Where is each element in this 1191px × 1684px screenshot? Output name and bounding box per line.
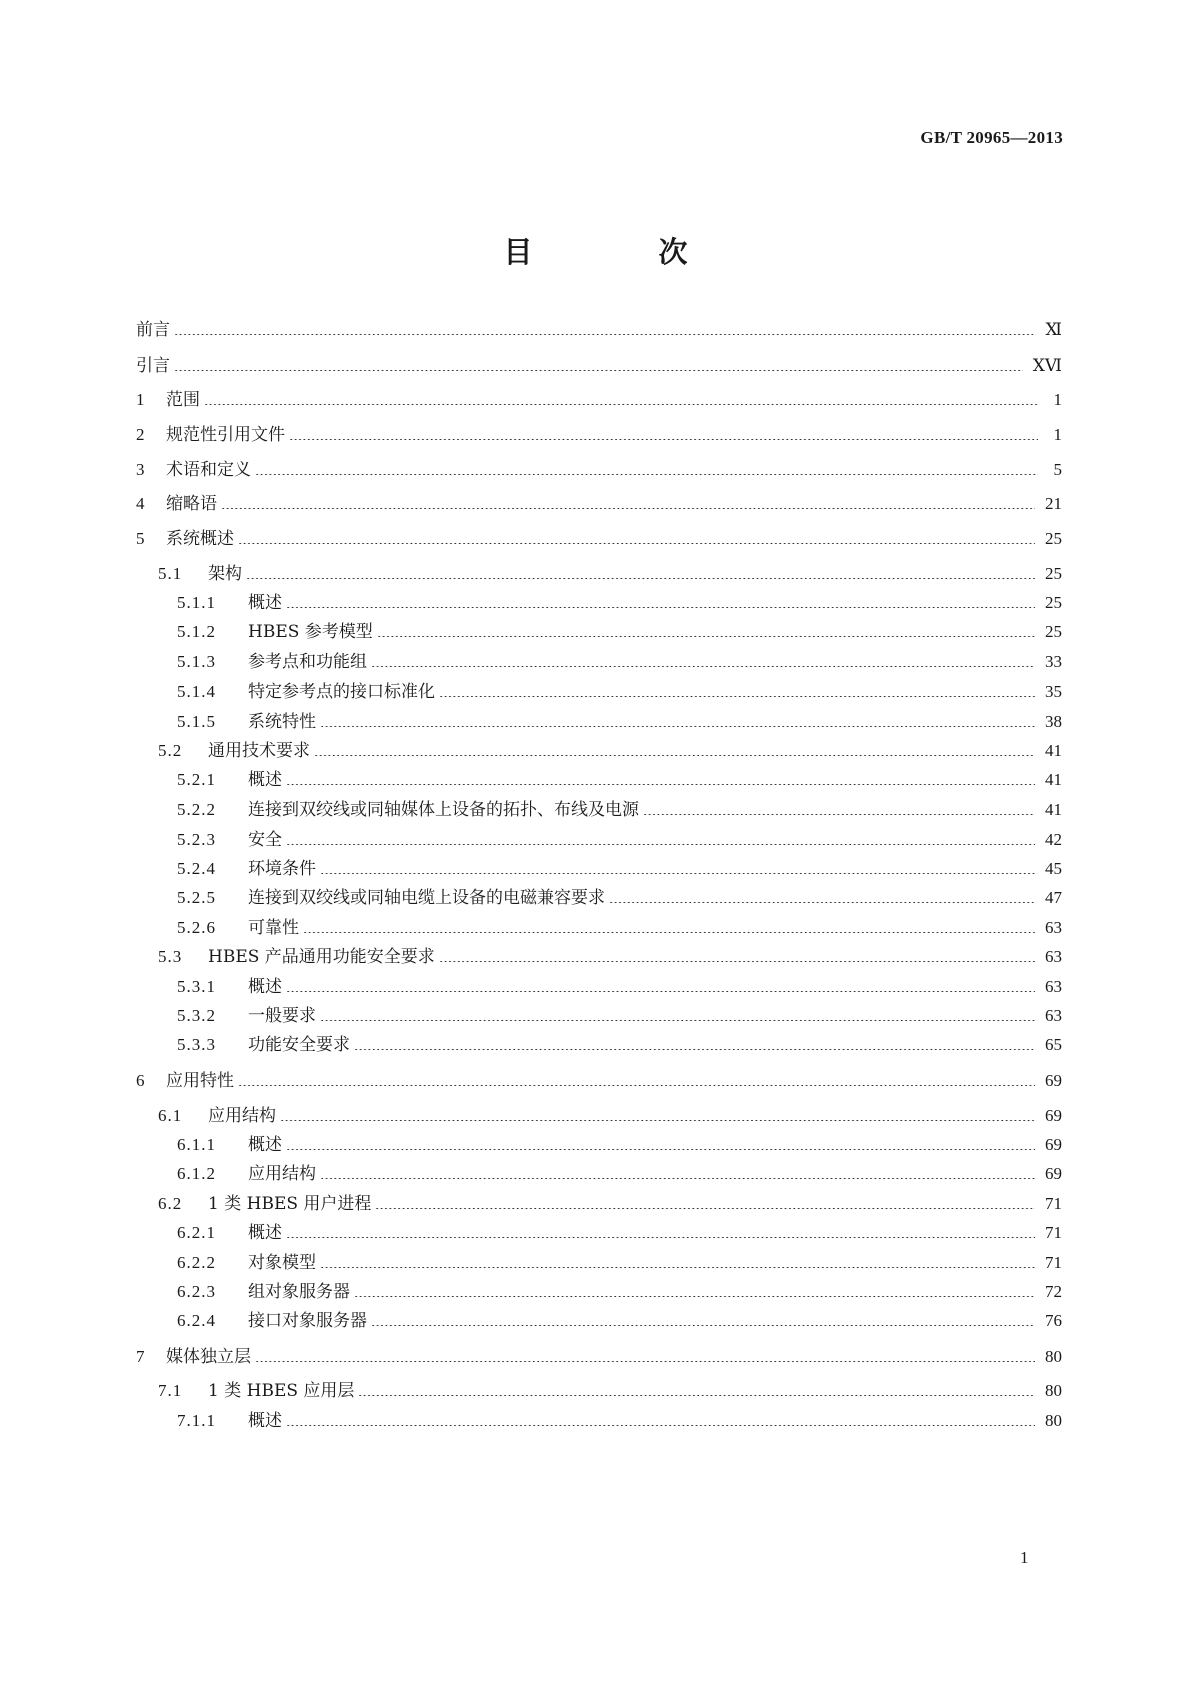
toc-entry-page: 47 bbox=[1045, 888, 1062, 907]
toc-entry-number: 6.1.1 bbox=[177, 1135, 216, 1154]
toc-entry-number: 6.1.2 bbox=[177, 1164, 216, 1183]
toc-entry[interactable] bbox=[136, 1190, 1062, 1214]
page-number: 1 bbox=[1020, 1548, 1029, 1567]
toc-entry[interactable] bbox=[136, 490, 1062, 514]
toc-entry[interactable] bbox=[136, 1002, 1062, 1026]
toc-entry-number: 5.2.5 bbox=[177, 888, 216, 907]
toc-entry-title: 功能安全要求 bbox=[248, 1035, 350, 1055]
toc-entry-title: 术语和定义 bbox=[166, 460, 251, 480]
toc-entry[interactable] bbox=[136, 678, 1062, 702]
dot-leader bbox=[354, 1049, 1035, 1050]
dot-leader bbox=[174, 334, 1036, 335]
toc-entry[interactable] bbox=[136, 352, 1062, 376]
toc-entry-title: 安全 bbox=[248, 830, 282, 850]
dot-leader bbox=[280, 1120, 1035, 1121]
dot-leader bbox=[320, 726, 1035, 727]
toc-entry[interactable] bbox=[136, 1343, 1062, 1367]
toc-entry-page: 1 bbox=[1053, 390, 1062, 409]
standard-code: GB/T 20965—2013 bbox=[920, 128, 1063, 147]
toc-entry-number: 6.1 bbox=[158, 1106, 183, 1125]
dot-leader bbox=[204, 404, 1038, 405]
toc-entry-number: 7.1.1 bbox=[177, 1411, 216, 1430]
toc-entry-page: 41 bbox=[1045, 741, 1062, 760]
toc-entry-title: 架构 bbox=[208, 564, 242, 584]
toc-entry[interactable] bbox=[136, 1031, 1062, 1055]
toc-entry[interactable] bbox=[136, 1377, 1062, 1401]
toc-entry-title: 连接到双绞线或同轴媒体上设备的拓扑、布线及电源 bbox=[248, 800, 639, 820]
toc-entry-title: HBES 参考模型 bbox=[248, 622, 373, 642]
dot-leader bbox=[439, 961, 1035, 962]
toc-entry[interactable] bbox=[136, 1407, 1062, 1431]
toc-entry-number: 6 bbox=[136, 1071, 146, 1090]
toc-entry-title: 缩略语 bbox=[166, 494, 217, 514]
dot-leader bbox=[643, 814, 1035, 815]
toc-entry[interactable] bbox=[136, 421, 1062, 445]
toc-entry-number: 5.3.3 bbox=[177, 1035, 216, 1054]
toc-entry-page: 41 bbox=[1045, 770, 1062, 789]
toc-entry-title: 通用技术要求 bbox=[208, 741, 310, 761]
toc-entry-number: 5.2.6 bbox=[177, 918, 216, 937]
toc-entry[interactable] bbox=[136, 316, 1062, 340]
toc-entry-number: 4 bbox=[136, 494, 146, 513]
dot-leader bbox=[286, 1237, 1035, 1238]
toc-entry-page: Ⅺ bbox=[1045, 320, 1062, 339]
toc-entry-title: 概述 bbox=[248, 1135, 282, 1155]
dot-leader bbox=[286, 607, 1035, 608]
toc-entry-page: 38 bbox=[1045, 712, 1062, 731]
toc-entry-number: 5.2 bbox=[158, 741, 183, 760]
toc-entry-title: 范围 bbox=[166, 390, 200, 410]
toc-entry-number: 3 bbox=[136, 460, 146, 479]
toc-entry-title: 接口对象服务器 bbox=[248, 1311, 367, 1331]
dot-leader bbox=[371, 666, 1035, 667]
dot-leader bbox=[246, 578, 1035, 579]
toc-entry-number: 5.3.2 bbox=[177, 1006, 216, 1025]
toc-entry-page: 25 bbox=[1045, 593, 1062, 612]
toc-entry[interactable] bbox=[136, 1102, 1062, 1126]
dot-leader bbox=[289, 439, 1038, 440]
toc-entry-title: 1 类 HBES 应用层 bbox=[208, 1381, 355, 1401]
toc-entry-title: 应用结构 bbox=[248, 1164, 316, 1184]
toc-entry-title: 引言 bbox=[136, 356, 170, 376]
toc-entry-page: 63 bbox=[1045, 977, 1062, 996]
toc-entry[interactable] bbox=[136, 973, 1062, 997]
toc-entry[interactable] bbox=[136, 708, 1062, 732]
toc-entry-title: 概述 bbox=[248, 977, 282, 997]
dot-leader bbox=[255, 1361, 1035, 1362]
toc-entry[interactable] bbox=[136, 855, 1062, 879]
dot-leader bbox=[314, 755, 1035, 756]
dot-leader bbox=[358, 1395, 1035, 1396]
dot-leader bbox=[320, 1178, 1035, 1179]
toc-entry[interactable] bbox=[136, 737, 1062, 761]
dot-leader bbox=[286, 1149, 1035, 1150]
toc-entry-title: 概述 bbox=[248, 770, 282, 790]
dot-leader bbox=[609, 902, 1035, 903]
toc-entry[interactable] bbox=[136, 1131, 1062, 1155]
toc-entry-title: 媒体独立层 bbox=[166, 1347, 251, 1367]
toc-entry-title: 一般要求 bbox=[248, 1006, 316, 1026]
toc-entry-number: 6.2 bbox=[158, 1194, 183, 1213]
dot-leader bbox=[354, 1296, 1035, 1297]
toc-entry-page: 63 bbox=[1045, 947, 1062, 966]
toc-entry-page: 69 bbox=[1045, 1106, 1062, 1125]
toc-entry[interactable] bbox=[136, 884, 1062, 908]
toc-entry-number: 7.1 bbox=[158, 1381, 183, 1400]
page-title: 目 次 bbox=[503, 235, 746, 269]
dot-leader bbox=[238, 543, 1035, 544]
dot-leader bbox=[255, 474, 1038, 475]
toc-entry-page: 71 bbox=[1045, 1223, 1062, 1242]
toc-entry[interactable] bbox=[136, 1249, 1062, 1273]
toc-entry-page: 5 bbox=[1053, 460, 1062, 479]
toc-entry-page: 41 bbox=[1045, 800, 1062, 819]
toc-entry-number: 6.2.4 bbox=[177, 1311, 216, 1330]
toc-entry-number: 5.1.5 bbox=[177, 712, 216, 731]
toc-entry-page: 80 bbox=[1045, 1381, 1062, 1400]
toc-entry-title: 系统概述 bbox=[166, 529, 234, 549]
dot-leader bbox=[377, 636, 1035, 637]
toc-entry[interactable] bbox=[136, 1219, 1062, 1243]
toc-entry-title: 概述 bbox=[248, 1411, 282, 1431]
toc-entry-page: 76 bbox=[1045, 1311, 1062, 1330]
toc-entry-page: 1 bbox=[1053, 425, 1062, 444]
toc-entry-title: 组对象服务器 bbox=[248, 1282, 350, 1302]
toc-entry[interactable] bbox=[136, 796, 1062, 820]
dot-leader bbox=[174, 370, 1023, 371]
toc-entry-page: 71 bbox=[1045, 1194, 1062, 1213]
toc-entry-number: 5.1.1 bbox=[177, 593, 216, 612]
toc-entry[interactable] bbox=[136, 648, 1062, 672]
toc-entry-number: 5.1 bbox=[158, 564, 183, 583]
toc-entry-number: 7 bbox=[136, 1347, 146, 1366]
toc-entry-page: 72 bbox=[1045, 1282, 1062, 1301]
toc-entry-number: 2 bbox=[136, 425, 146, 444]
toc-entry[interactable] bbox=[136, 589, 1062, 613]
toc-entry-title: 应用结构 bbox=[208, 1106, 276, 1126]
toc-entry-page: 69 bbox=[1045, 1135, 1062, 1154]
toc-entry-page: 80 bbox=[1045, 1347, 1062, 1366]
toc-entry-page: 33 bbox=[1045, 652, 1062, 671]
toc-entry[interactable] bbox=[136, 1278, 1062, 1302]
toc-entry-title: 概述 bbox=[248, 1223, 282, 1243]
toc-entry-page: 71 bbox=[1045, 1253, 1062, 1272]
dot-leader bbox=[286, 844, 1035, 845]
toc-entry-number: 5.3.1 bbox=[177, 977, 216, 996]
toc-entry[interactable] bbox=[136, 525, 1062, 549]
toc-entry-page: 69 bbox=[1045, 1071, 1062, 1090]
toc-entry-number: 6.2.3 bbox=[177, 1282, 216, 1301]
toc-entry[interactable] bbox=[136, 386, 1062, 410]
toc-entry-title: 系统特性 bbox=[248, 712, 316, 732]
toc-entry-page: 25 bbox=[1045, 622, 1062, 641]
toc-entry[interactable] bbox=[136, 1307, 1062, 1331]
toc-entry-number: 1 bbox=[136, 390, 146, 409]
toc-entry-number: 5.2.4 bbox=[177, 859, 216, 878]
toc-entry-number: 5.3 bbox=[158, 947, 183, 966]
dot-leader bbox=[320, 1020, 1035, 1021]
dot-leader bbox=[303, 932, 1035, 933]
toc-entry-number: 5.1.2 bbox=[177, 622, 216, 641]
toc-entry-page: ⅩⅥ bbox=[1032, 356, 1062, 375]
toc-entry-number: 5.2.1 bbox=[177, 770, 216, 789]
toc-entry-page: 25 bbox=[1045, 529, 1062, 548]
toc-entry-number: 5.2.2 bbox=[177, 800, 216, 819]
toc-entry[interactable] bbox=[136, 766, 1062, 790]
toc-entry-page: 45 bbox=[1045, 859, 1062, 878]
toc-entry-number: 5 bbox=[136, 529, 146, 548]
toc-entry[interactable] bbox=[136, 914, 1062, 938]
toc-entry-number: 6.2.2 bbox=[177, 1253, 216, 1272]
dot-leader bbox=[221, 508, 1035, 509]
toc-entry-title: 可靠性 bbox=[248, 918, 299, 938]
toc-entry[interactable] bbox=[136, 943, 1062, 967]
dot-leader bbox=[371, 1325, 1035, 1326]
dot-leader bbox=[439, 696, 1035, 697]
dot-leader bbox=[320, 1267, 1035, 1268]
toc-entry[interactable] bbox=[136, 1160, 1062, 1184]
dot-leader bbox=[286, 1425, 1035, 1426]
toc-entry-title: 连接到双绞线或同轴电缆上设备的电磁兼容要求 bbox=[248, 888, 605, 908]
toc-entry-page: 80 bbox=[1045, 1411, 1062, 1430]
toc-entry-title: 特定参考点的接口标准化 bbox=[248, 682, 435, 702]
toc-entry[interactable] bbox=[136, 560, 1062, 584]
toc-entry-title: HBES 产品通用功能安全要求 bbox=[208, 947, 435, 967]
toc-entry-title: 前言 bbox=[136, 320, 170, 340]
toc-entry-page: 63 bbox=[1045, 1006, 1062, 1025]
toc-entry-page: 65 bbox=[1045, 1035, 1062, 1054]
toc-entry-number: 5.1.3 bbox=[177, 652, 216, 671]
toc-entry-page: 21 bbox=[1045, 494, 1062, 513]
toc-entry-page: 42 bbox=[1045, 830, 1062, 849]
toc-entry-page: 63 bbox=[1045, 918, 1062, 937]
toc-entry-title: 对象模型 bbox=[248, 1253, 316, 1273]
toc-entry[interactable] bbox=[136, 456, 1062, 480]
dot-leader bbox=[286, 784, 1035, 785]
toc-entry-title: 1 类 HBES 用户进程 bbox=[208, 1194, 372, 1214]
dot-leader bbox=[320, 873, 1035, 874]
toc-entry-title: 规范性引用文件 bbox=[166, 425, 285, 445]
dot-leader bbox=[375, 1208, 1035, 1209]
toc-entry[interactable] bbox=[136, 1067, 1062, 1091]
toc-entry-number: 6.2.1 bbox=[177, 1223, 216, 1242]
toc-entry-page: 69 bbox=[1045, 1164, 1062, 1183]
toc-entry-page: 25 bbox=[1045, 564, 1062, 583]
toc-entry-number: 5.1.4 bbox=[177, 682, 216, 701]
dot-leader bbox=[286, 991, 1035, 992]
dot-leader bbox=[238, 1085, 1035, 1086]
toc-entry-title: 参考点和功能组 bbox=[248, 652, 367, 672]
toc-entry-page: 35 bbox=[1045, 682, 1062, 701]
toc-entry[interactable] bbox=[136, 618, 1062, 642]
toc-entry[interactable] bbox=[136, 826, 1062, 850]
toc-entry-title: 应用特性 bbox=[166, 1071, 234, 1091]
toc-entry-title: 环境条件 bbox=[248, 859, 316, 879]
toc-entry-number: 5.2.3 bbox=[177, 830, 216, 849]
toc-entry-title: 概述 bbox=[248, 593, 282, 613]
